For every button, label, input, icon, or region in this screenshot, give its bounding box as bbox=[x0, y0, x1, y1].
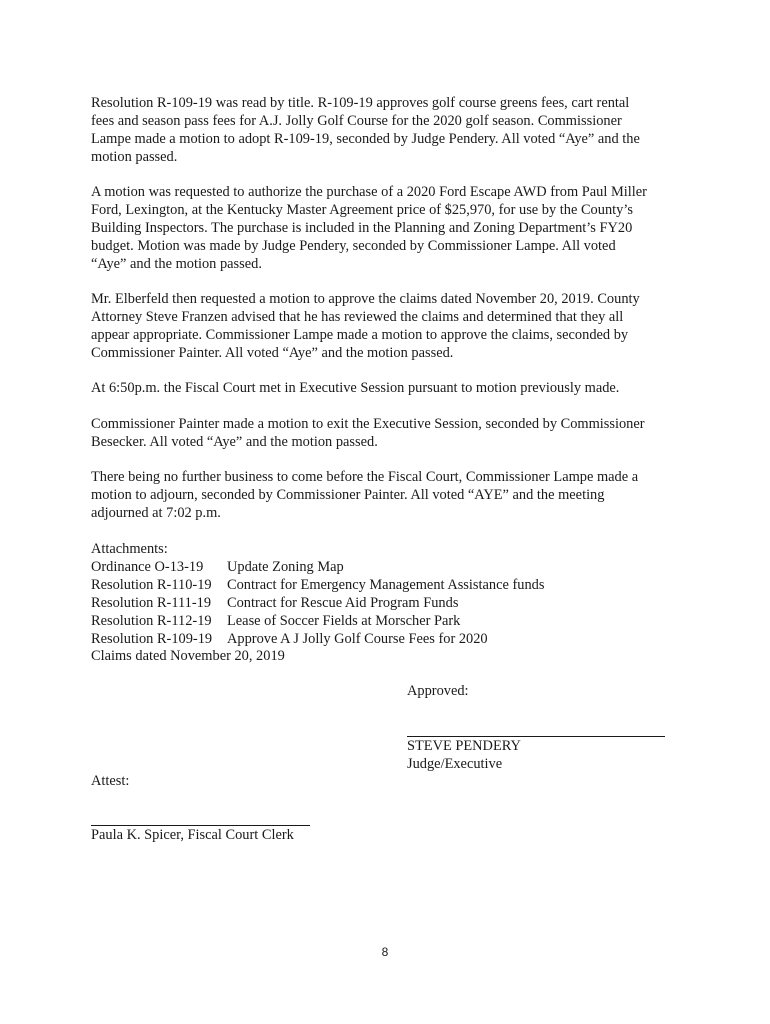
attachment-label: Resolution R-111-19 bbox=[91, 594, 212, 611]
text-line: motion passed. bbox=[91, 148, 178, 165]
text-line: motion to adjourn, seconded by Commissioner Painter. All voted “AYE” and the meeting bbox=[91, 486, 605, 503]
attachment-label: Resolution R-109-19 bbox=[91, 630, 213, 647]
text-line: Lampe made a motion to adopt R-109-19, seconded by Judge Pendery. All voted “Aye” and the bbox=[91, 130, 640, 147]
attachment-description: Update Zoning Map bbox=[227, 558, 344, 575]
attachment-description: Approve A J Jolly Golf Course Fees for 2020 bbox=[227, 630, 488, 647]
text-line: appear appropriate. Commissioner Lampe made a motion to approve the claims, seconded by bbox=[91, 326, 629, 343]
attest-signature-block bbox=[91, 773, 391, 845]
paragraph-adjournment bbox=[91, 469, 691, 523]
text-line: A motion was requested to authorize the purchase of a 2020 Ford Escape AWD from Paul Miller bbox=[91, 184, 647, 200]
attachment-item bbox=[91, 631, 691, 649]
approver-signature-line bbox=[407, 736, 665, 737]
approved-label: Approved: bbox=[407, 683, 469, 699]
paragraph-ford-escape-purchase bbox=[91, 184, 691, 274]
approver-name: STEVE PENDERY bbox=[407, 737, 521, 754]
attachments-heading: Attachments: bbox=[91, 541, 168, 557]
attachment-description: Contract for Rescue Aid Program Funds bbox=[227, 594, 459, 611]
paragraph-exit-executive-session bbox=[91, 416, 691, 452]
attachments-list bbox=[91, 541, 691, 666]
text-line: Building Inspectors. The purchase is included in the Planning and Zoning Department’s FY20 bbox=[91, 219, 633, 236]
attachments-claims-line: Claims dated November 20, 2019 bbox=[91, 648, 285, 665]
text-line: “Aye” and the motion passed. bbox=[91, 255, 262, 272]
attachment-description: Contract for Emergency Management Assistance funds bbox=[227, 576, 545, 593]
attachment-label: Ordinance O-13-19 bbox=[91, 558, 204, 575]
clerk-signature-line bbox=[91, 825, 310, 826]
attachment-item bbox=[91, 559, 691, 577]
approver-title: Judge/Executive bbox=[407, 755, 503, 772]
clerk-name: Paula K. Spicer, Fiscal Court Clerk bbox=[91, 826, 294, 843]
text-line: Commissioner Painter. All voted “Aye” and the motion passed. bbox=[91, 344, 454, 361]
text-line: Commissioner Painter made a motion to exit the Executive Session, seconded by Commissioner bbox=[91, 416, 645, 432]
text-line: At 6:50p.m. the Fiscal Court met in Executive Session pursuant to motion previously made. bbox=[91, 380, 620, 396]
text-line: Resolution R-109-19 was read by title. R-109-19 approves golf course greens fees, cart rental bbox=[91, 95, 630, 111]
text-line: budget. Motion was made by Judge Pendery, seconded by Commissioner Lampe. All voted bbox=[91, 237, 616, 254]
attachment-item bbox=[91, 577, 691, 595]
paragraph-claims-approval bbox=[91, 291, 691, 363]
text-line: Mr. Elberfeld then requested a motion to approve the claims dated November 20, 2019. County bbox=[91, 291, 640, 307]
text-line: adjourned at 7:02 p.m. bbox=[91, 504, 221, 521]
approval-signature-block bbox=[407, 683, 707, 774]
text-line: fees and season pass fees for A.J. Jolly Golf Course for the 2020 golf season. Commissioner bbox=[91, 112, 622, 129]
text-line: Attorney Steve Franzen advised that he has reviewed the claims and determined that they all bbox=[91, 308, 624, 325]
attachment-item bbox=[91, 595, 691, 613]
attachment-description: Lease of Soccer Fields at Morscher Park bbox=[227, 612, 461, 629]
attachment-item bbox=[91, 613, 691, 631]
text-line: Ford, Lexington, at the Kentucky Master Agreement price of $25,970, for use by the County’s bbox=[91, 201, 633, 218]
text-line: There being no further business to come before the Fiscal Court, Commissioner Lampe made a bbox=[91, 469, 639, 485]
attachment-label: Resolution R-110-19 bbox=[91, 576, 212, 593]
paragraph-resolution-r-109-19 bbox=[91, 95, 691, 167]
page-number: 8 bbox=[381, 945, 389, 959]
text-line: Besecker. All voted “Aye” and the motion passed. bbox=[91, 433, 378, 450]
attest-label: Attest: bbox=[91, 773, 130, 789]
attachment-label: Resolution R-112-19 bbox=[91, 612, 212, 629]
paragraph-executive-session bbox=[91, 380, 691, 398]
